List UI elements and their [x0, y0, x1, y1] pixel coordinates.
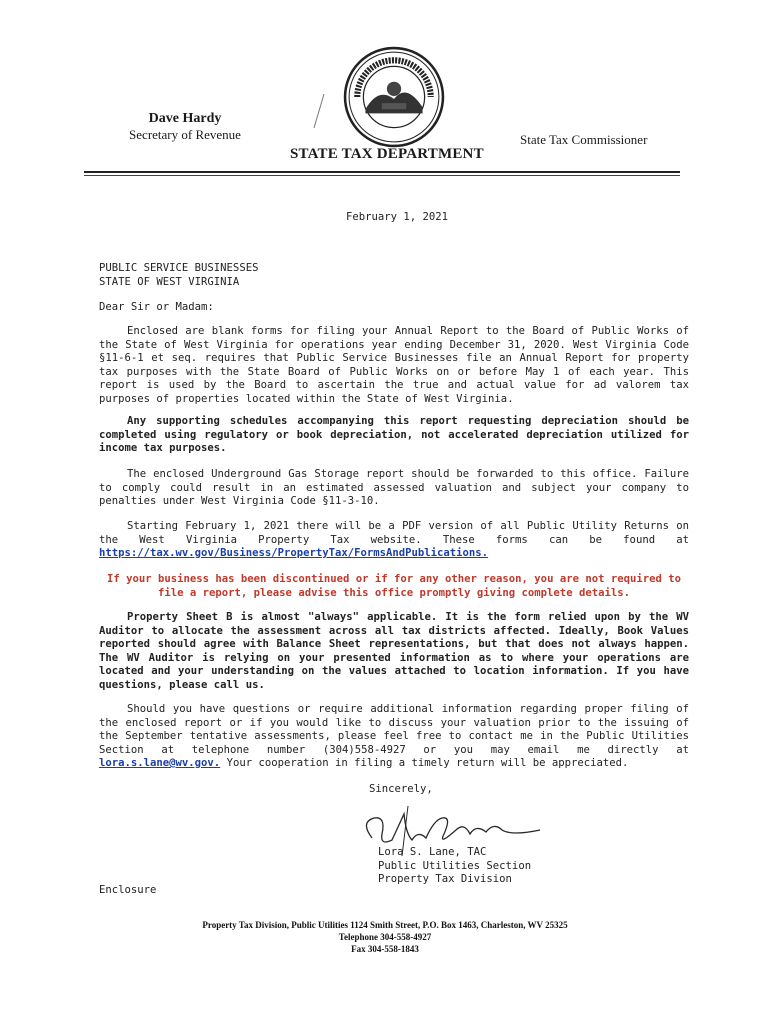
commissioner-title: State Tax Commissioner — [520, 132, 648, 147]
contact-text: Should you have questions or require additional information regarding proper filing of the enclosed report or if you would like to discuss your valuation prior to the issuing of the September tentative assessments, please feel free to contact me in the Public Utilities Section at telephone number (304)558-4927 or you may email me directly at — [99, 703, 689, 756]
enclosure-note: Enclosure — [99, 884, 157, 896]
closing: Sincerely, — [369, 783, 433, 795]
recipient-address — [99, 262, 258, 289]
secretary-title: Secretary of Revenue — [129, 127, 241, 142]
pdf-forms-text: Starting February 1, 2021 there will be a PDF version of all Public Utility Returns on the West Virginia Property Tax website. These forms can be found at — [99, 520, 689, 546]
pen-stroke-icon — [310, 92, 330, 132]
header-divider — [84, 171, 680, 173]
signer-division: Property Tax Division — [378, 873, 512, 885]
forms-website-link[interactable]: https://tax.wv.gov/Business/PropertyTax/FormsAndPublications. — [99, 547, 489, 559]
paragraph-discontinued-notice: If your business has been discontinued or if for any other reason, you are not required to file a report, please advise this office promptly giving complete details. — [106, 573, 682, 599]
contact-closing-text: Your cooperation in filing a timely return will be appreciated. — [226, 757, 629, 769]
paragraph-pdf-forms — [99, 520, 689, 561]
recipient-line-1: PUBLIC SERVICE BUSINESSES — [99, 262, 259, 274]
footer-telephone: Telephone 304-558-4927 — [338, 932, 432, 942]
department-name: STATE TAX DEPARTMENT — [290, 146, 484, 162]
paragraph-property-sheet-b: Property Sheet B is almost "always" applicable. It is the form relied upon by the WV Auditor to allocate the assessment across all tax districts affected. Ideally, Book Values reported should agree with Balance Sheet representations, but that does not always happen. The WV Auditor is relying on your presented information as to where your operations are located and your understanding on the values attached to location information. If you have questions, please call us. — [99, 611, 689, 691]
paragraph-gas-storage: The enclosed Underground Gas Storage report should be forwarded to this office. Failure to comply could result in an estimated assessed valuation and subject your company to penalties under West Virginia Code §11-3-10. — [99, 468, 689, 507]
letter-date: February 1, 2021 — [346, 211, 449, 223]
signer-name: Lora S. Lane, TAC — [378, 846, 487, 858]
contact-email-link[interactable]: lora.s.lane@wv.gov. — [99, 757, 221, 769]
footer-fax: Fax 304-558-1843 — [351, 944, 419, 954]
paragraph-contact — [99, 703, 689, 771]
state-seal-icon — [343, 46, 445, 148]
header-divider-thin — [84, 175, 680, 176]
secretary-header — [120, 111, 250, 142]
footer-address: Property Tax Division, Public Utilities 1124 Smith Street, P.O. Box 1463, Charleston, WV 25325 — [202, 920, 568, 930]
salutation: Dear Sir or Madam: — [99, 301, 214, 313]
recipient-line-2: STATE OF WEST VIRGINIA — [99, 275, 240, 288]
paragraph-annual-report: Enclosed are blank forms for filing your Annual Report to the Board of Public Works of the State of West Virginia for operations year ending December 31, 2020. West Virginia Code §11-6-1 et seq. requires that Public Service Businesses file an Annual Report for property tax purposes with the State Board of Public Works on or before May 1 of each year. This report is used by the Board to ascertain the true and actual value for ad valorem tax purposes of properties located within the State of West Virginia. — [99, 325, 689, 405]
secretary-name: Dave Hardy — [148, 111, 222, 126]
signer-section: Public Utilities Section — [378, 859, 532, 872]
paragraph-depreciation: Any supporting schedules accompanying this report requesting depreciation should be completed using regulatory or book depreciation, not accelerated depreciation utilized for income tax purposes. — [99, 415, 689, 454]
signature-block — [378, 846, 531, 887]
letter-footer — [0, 919, 770, 955]
